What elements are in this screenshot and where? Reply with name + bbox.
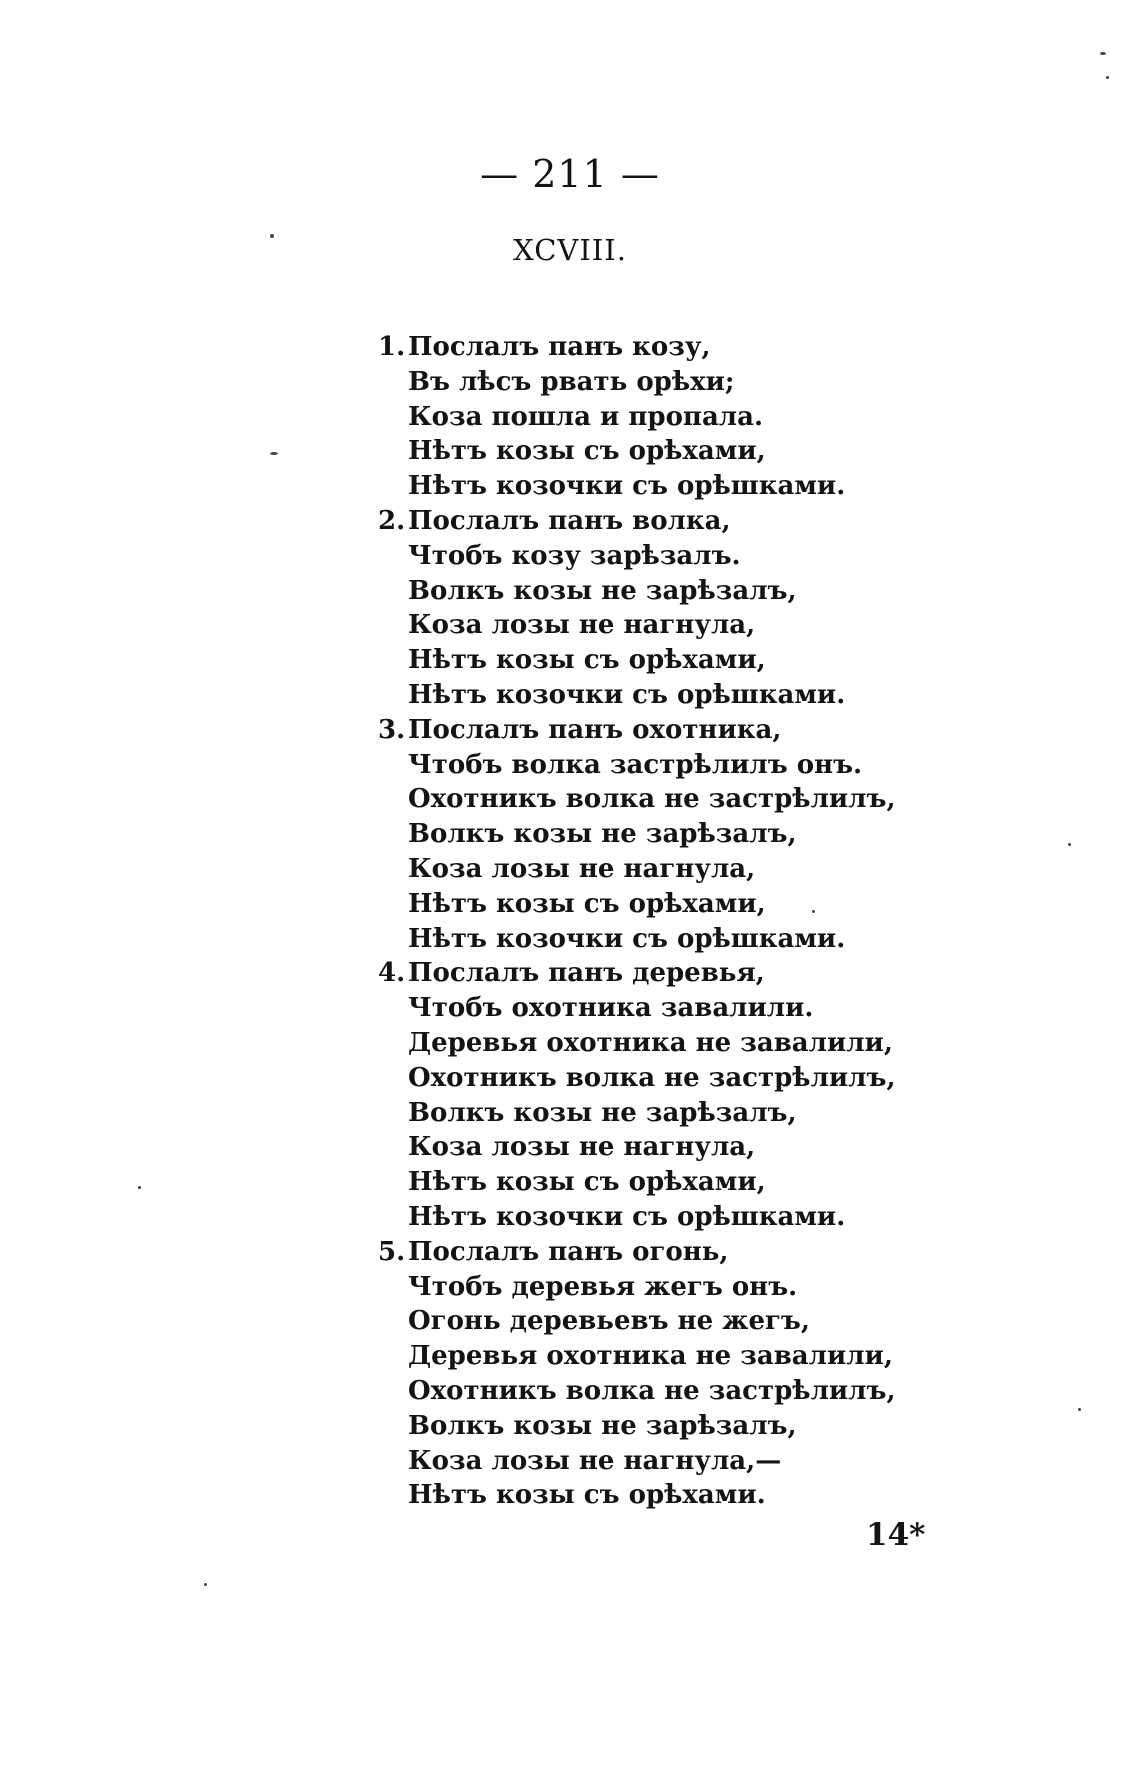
poem-line: Деревья охотника не завалили,: [408, 1341, 893, 1372]
scan-speck: [138, 1186, 141, 1189]
poem-line: Коза лозы не нагнула,: [408, 853, 756, 884]
poem-line: Охотникъ волка не застрѣлилъ,: [408, 784, 896, 815]
poem-line: Коза лозы не нагнула,: [408, 610, 756, 641]
poem-line: Нѣтъ козочки съ орѣшками.: [408, 679, 846, 710]
poem-line: Нѣтъ козы съ орѣхами,: [408, 888, 766, 919]
scan-speck: [204, 1583, 207, 1586]
scan-speck: [270, 234, 274, 238]
poem-line: Нѣтъ козы съ орѣхами,: [408, 645, 766, 676]
poem-line: Нѣтъ козочки съ орѣшками.: [408, 471, 846, 502]
poem-line: Чтобъ охотника завалили.: [408, 993, 814, 1024]
poem-line: Нѣтъ козы съ орѣхами.: [408, 1480, 766, 1511]
poem-line: Нѣтъ козы съ орѣхами,: [408, 1167, 766, 1198]
poem-line: Коза пошла и пропала.: [408, 401, 764, 432]
poem-line: Чтобъ козу зарѣзалъ.: [408, 540, 741, 571]
poem-line: Волкъ козы не зарѣзалъ,: [408, 1410, 797, 1441]
poem-line: Волкъ козы не зарѣзалъ,: [408, 819, 797, 850]
poem-line: Охотникъ волка не застрѣлилъ,: [408, 1062, 896, 1093]
poem-line: Деревья охотника не завалили,: [408, 1027, 893, 1058]
poem-line: Волкъ козы не зарѣзалъ,: [408, 575, 797, 606]
poem-line: 5. Послалъ панъ огонь,: [378, 1235, 938, 1270]
poem-line: Нѣтъ козочки съ орѣшками.: [408, 923, 846, 954]
stanza-5: [378, 1235, 938, 1513]
scan-speck: [812, 910, 815, 913]
stanza-number: 5.: [378, 1236, 406, 1267]
poem-line: Нѣтъ козы съ орѣхами,: [408, 436, 766, 467]
poem: [378, 330, 938, 1513]
stanza-number: 3.: [378, 714, 406, 745]
poem-line: Нѣтъ козочки съ орѣшками.: [408, 1201, 846, 1232]
signature-mark: 14*: [866, 1517, 926, 1553]
scan-speck: [270, 452, 278, 455]
poem-line: 2. Послалъ панъ волка,: [378, 504, 938, 539]
poem-line: Охотникъ волка не застрѣлилъ,: [408, 1375, 896, 1406]
poem-line: Огонь деревьевъ не жегъ,: [408, 1306, 810, 1337]
page-number: — 211 —: [480, 152, 660, 196]
song-title: XCVIII.: [513, 233, 627, 267]
scan-speck: [1100, 52, 1106, 55]
poem-line: Чтобъ деревья жегъ онъ.: [408, 1271, 798, 1302]
scan-speck: [1106, 76, 1109, 79]
poem-line: Коза лозы не нагнула,—: [408, 1445, 782, 1476]
stanza-2: [378, 504, 938, 713]
stanza-number: 1.: [378, 332, 406, 362]
stanza-3: [378, 713, 938, 957]
scan-speck: [1078, 1408, 1081, 1411]
stanza-number: 2.: [378, 505, 406, 536]
poem-line: Волкъ козы не зарѣзалъ,: [408, 1097, 797, 1128]
poem-line: 1. Послалъ панъ козу,: [378, 330, 938, 365]
scan-speck: [1068, 843, 1071, 846]
poem-line: 4. Послалъ панъ деревья,: [378, 956, 938, 991]
stanza-4: [378, 956, 938, 1234]
poem-line: Въ лѣсъ рвать орѣхи;: [408, 366, 735, 397]
poem-line: Чтобъ волка застрѣлилъ онъ.: [408, 749, 863, 780]
poem-line: Коза лозы не нагнула,: [408, 1132, 756, 1163]
stanza-1: [378, 330, 938, 504]
stanza-number: 4.: [378, 958, 406, 989]
poem-line: 3. Послалъ панъ охотника,: [378, 713, 938, 748]
